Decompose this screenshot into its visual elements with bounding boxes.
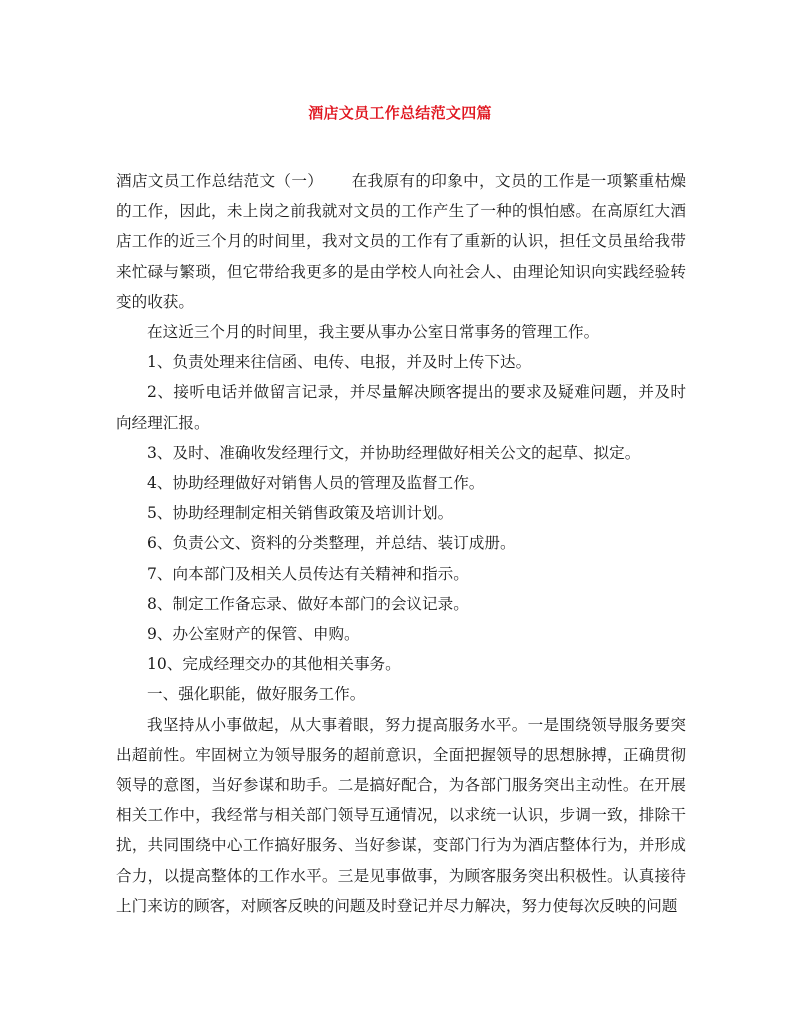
intro-paragraph (116, 166, 686, 317)
list-item-1: 1、负责处理来往信函、电传、电报，并及时上传下达。 (147, 353, 532, 372)
list-item-9: 9、办公室财产的保管、申购。 (147, 625, 360, 644)
intro-text: 在我原有的印象中，文员的工作是一项繁重枯燥的工作，因此，未上岗之前我就对文员的工作产生了一种的惧怕感。在高原红大酒店工作的近三个月的时间里，我对文员的工作有了重新的认识，担任文员虽给我带来忙碌与繁琐，但它带给我更多的是由学校人向社会人、由理论知识向实践经验转变的收获。 (116, 172, 686, 311)
list-item-10: 10、完成经理交办的其他相关事务。 (147, 655, 401, 674)
section-heading-1: 一、强化职能，做好服务工作。 (147, 685, 366, 704)
section-heading: 酒店文员工作总结范文（一） (116, 172, 324, 190)
list-item-8: 8、制定工作备忘录、做好本部门的会议记录。 (147, 594, 469, 613)
document-body (116, 166, 686, 921)
paragraph-summary: 在这近三个月的时间里，我主要从事办公室日常事务的管理工作。 (147, 323, 600, 342)
paragraph-service: 我坚持从小事做起，从大事着眼，努力提高服务水平。一是围绕领导服务要突出超前性。牢固树立为领导服务的超前意识，全面把握领导的思想脉搏，正确贯彻领导的意图，当好参谋和助手。二是搞好配合，为各部门服务突出主动性。在开展相关工作中，我经常与相关部门领导互通情况，以求统一认识，步调一致，排除干扰，共同围绕中心工作搞好服务、当好参谋，变部门行为为酒店整体行为，并形成合力，以提高整体的工作水平。三是见事做事，为顾客服务突出积极性。认真接待上门来访的顾客，对顾客反映的问题及时登记并尽力解决，努力使每次反映的问题 (116, 715, 686, 915)
list-item-7: 7、向本部门及相关人员传达有关精神和指示。 (147, 564, 469, 583)
list-item-2: 2、接听电话并做留言记录，并尽量解决顾客提出的要求及疑难问题，并及时向经理汇报。 (116, 383, 686, 432)
list-item-6: 6、负责公文、资料的分类整理，并总结、装订成册。 (147, 534, 516, 553)
document-title: 酒店文员工作总结范文四篇 (308, 104, 492, 122)
list-item-5: 5、协助经理制定相关销售政策及培训计划。 (147, 504, 454, 523)
list-item-3: 3、及时、准确收发经理行文，并协助经理做好相关公文的起草、拟定。 (147, 443, 641, 462)
list-item-4: 4、协助经理做好对销售人员的管理及监督工作。 (147, 474, 485, 493)
